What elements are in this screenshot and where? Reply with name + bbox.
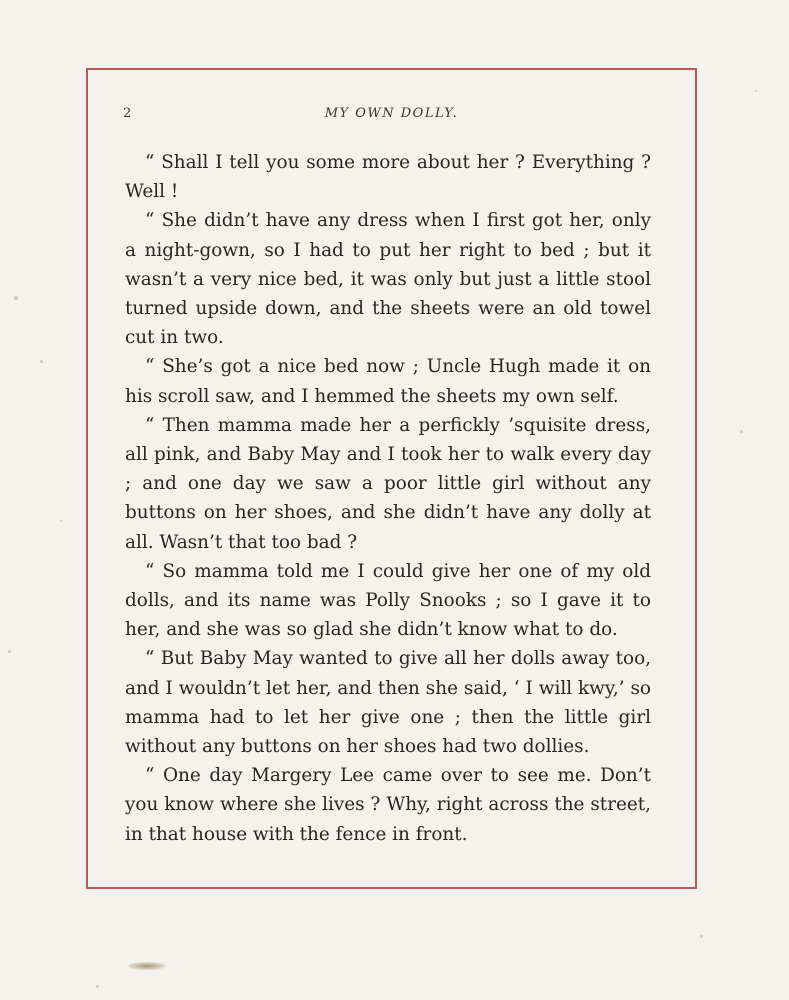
- paragraph: “ She’s got a nice bed now ; Uncle Hugh made it on his scroll saw, and I hemmed the sheets my own self.: [125, 356, 651, 407]
- paragraph: “ One day Margery Lee came over to see me. Don’t you know where she lives ? Why, right across the street, in that house with the fence in front.: [125, 765, 651, 845]
- paragraph: “ Then mamma made her a perfickly ’squisite dress, all pink, and Baby May and I took her to walk every day ; and one day we saw a poor little girl without any buttons on her shoes, and she didn’t have any dolly at all. Wasn’t that too bad ?: [125, 414, 651, 553]
- paper-speck: [8, 650, 11, 653]
- paragraph: “ But Baby May wanted to give all her dolls away too, and I wouldn’t let her, and then she said, ‘ I will kwy,’ so mamma had to let her give one ; then the little girl without any buttons on her shoes had two dollies.: [125, 648, 651, 758]
- body-text: [125, 148, 651, 849]
- paragraph: “ She didn’t have any dress when I first got her, only a night-gown, so I had to put her right to bed ; but it wasn’t a very nice bed, it was only but just a little stool turned upside down, and the sheets were an old towel cut in two.: [125, 210, 651, 349]
- paper-speck: [96, 985, 99, 988]
- paper-smudge: [128, 962, 166, 970]
- paper-speck: [700, 935, 703, 938]
- paragraph: “ So mamma told me I could give her one of my old dolls, and its name was Polly Snooks ; so I gave it to her, and she was so glad she didn’t know what to do.: [125, 560, 651, 641]
- page-number: 2: [123, 106, 132, 121]
- paper-speck: [14, 296, 18, 300]
- paper-speck: [755, 90, 757, 92]
- paper-speck: [740, 430, 743, 433]
- paragraph: “ Shall I tell you some more about her ? Everything ? Well !: [125, 152, 651, 203]
- page-border: [86, 68, 697, 889]
- page-header: [88, 106, 695, 126]
- running-title: MY OWN DOLLY.: [324, 106, 459, 121]
- paper-speck: [60, 520, 62, 522]
- paper-speck: [40, 360, 43, 363]
